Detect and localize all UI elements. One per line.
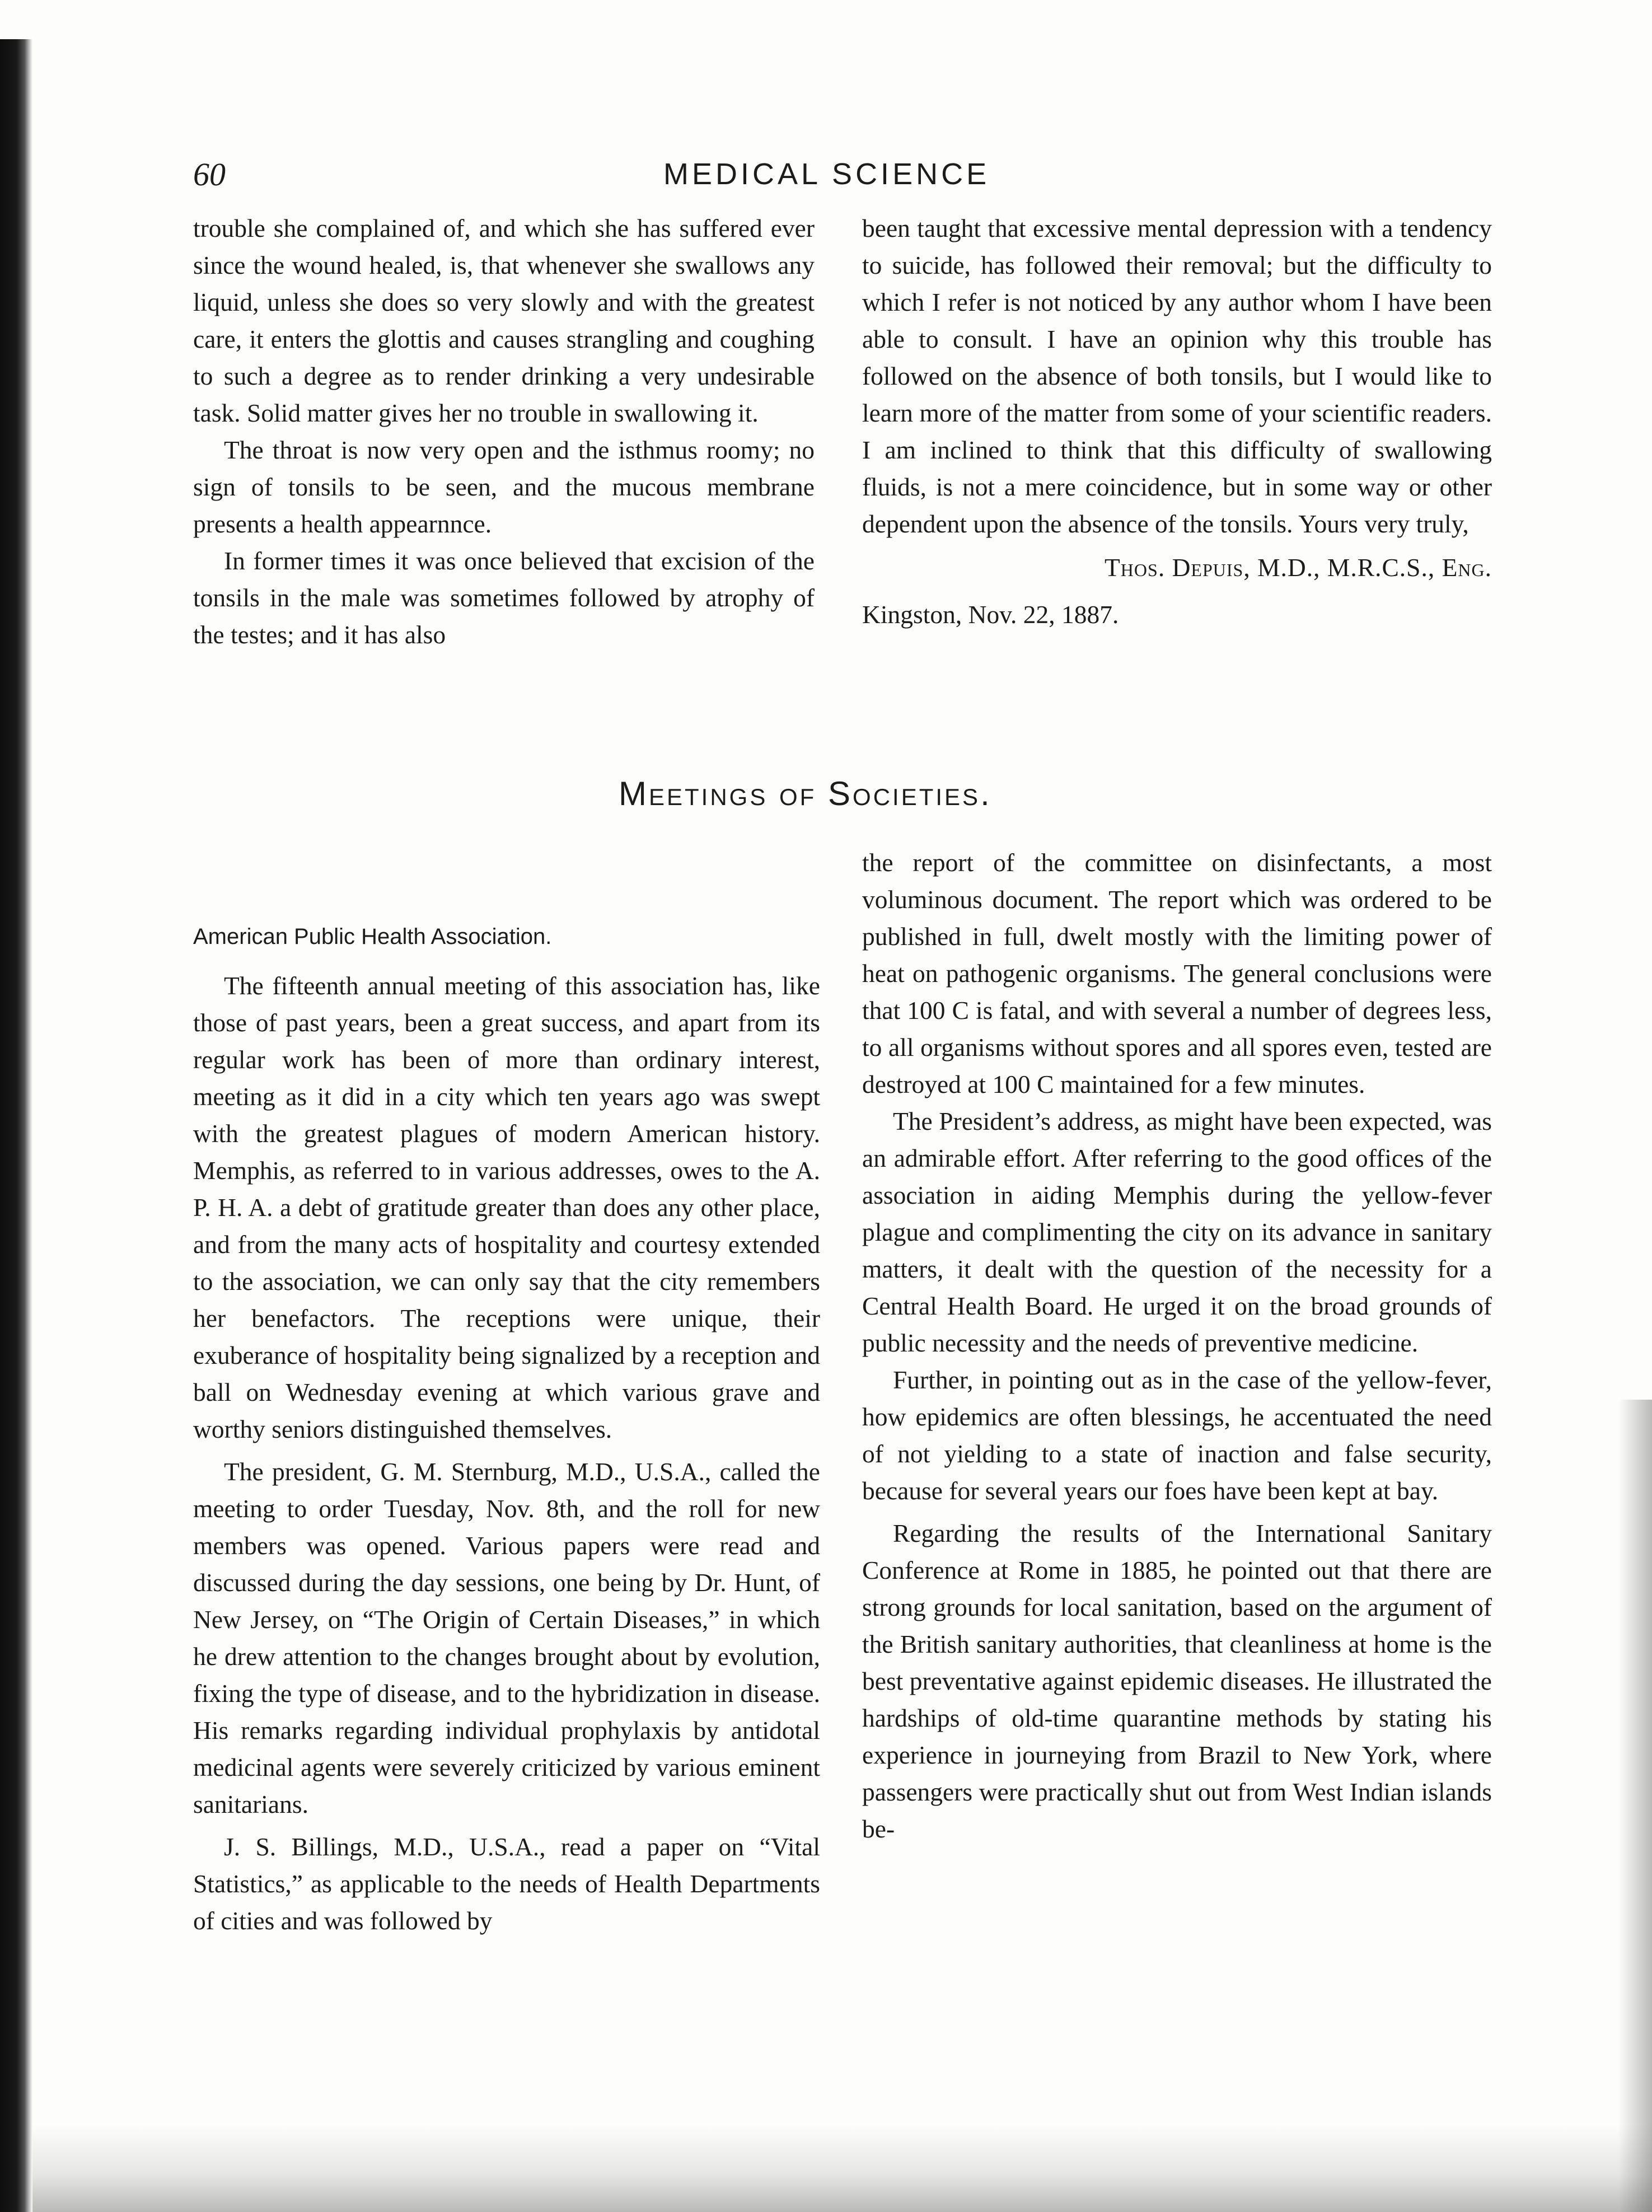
scan-right-shadow xyxy=(1618,1400,1652,2212)
article-paragraph: the report of the committee on disinfectants, a most voluminous document. The report which was ordered to be published in full, dwelt mostly with the limiting power of heat on pathogenic organisms. The general conclusions were that 100 C is fatal, and with several a number of degrees less, to all organisms without spores and all spores even, tested are destroyed at 100 C maintained for a few minutes. xyxy=(862,848,1492,1098)
article-right-column xyxy=(862,844,1492,1848)
article-paragraph: J. S. Billings, M.D., U.S.A., read a paper on “Vital Statistics,” as applicable to the needs of Health Departments of cities and was followed by xyxy=(193,1832,820,1935)
letter-dateline: Kingston, Nov. 22, 1887. xyxy=(862,600,1119,629)
letter-signature: Thos. Depuis, M.D., M.R.C.S., Eng. xyxy=(1105,553,1492,582)
section-title: Meetings of Societies. xyxy=(619,775,992,812)
article-paragraph: The President’s address, as might have been expected, was an admirable effort. After referring to the good offices of the association in aiding Memphis during the yellow-fever plague and complimenting the city on its advance in sanitary matters, it dealt with the question of the necessity for a Central Health Board. He urged it on the broad grounds of public necessity and the needs of preventive medicine. xyxy=(862,1107,1492,1357)
letter-paragraph: been taught that excessive mental depression with a tendency to suicide, has followed their removal; but the difficulty to which I refer is not noticed by any author whom I have been able to consult. I have an opinion why this trouble has followed on the absence of both tonsils, but I would like to learn more of the matter from some of your scientific readers. I am inclined to think that this difficulty of swallowing fluids, is not a mere coincidence, but in some way or other dependent upon the absence of the tonsils. Yours very truly, xyxy=(862,214,1492,538)
article-paragraph: The fifteenth annual meeting of this association has, like those of past years, been a great success, and apart from its regular work has been of more than ordinary interest, meeting as it did in a city which ten years ago was swept with the greatest plagues of modern American history. Memphis, as referred to in various addresses, owes to the A. P. H. A. a debt of gratitude greater than does any other place, and from the many acts of hospitality and courtesy extended to the association, we can only say that the city remembers her benefactors. The receptions were unique, their exuberance of hospitality being signalized by a reception and ball on Wednesday evening at which various grave and worthy seniors distinguished themselves. xyxy=(193,971,820,1443)
letter-left-column xyxy=(193,210,815,653)
article-left-column xyxy=(193,918,820,1939)
scan-binding-edge xyxy=(0,39,32,2212)
page-number: 60 xyxy=(193,156,226,193)
letter-paragraph: trouble she complained of, and which she has suffered ever since the wound healed, is, that whenever she swallows any liquid, unless she does so very slowly and with the greatest care, it enters the glottis and causes strangling and coughing to such a degree as to render drinking a very undesirable task. Solid matter gives her no trouble in swallowing it. xyxy=(193,214,815,427)
article-paragraph: Further, in pointing out as in the case of the yellow-fever, how epidemics are often blessings, he accentuated the need of not yielding to a state of inaction and false security, because for several years our foes have been kept at bay. xyxy=(862,1365,1492,1505)
article-subheading: American Public Health Association. xyxy=(193,924,552,949)
letter-paragraph: The throat is now very open and the isthmus roomy; no sign of tonsils to be seen, and the mucous membrane presents a health appearnnce. xyxy=(193,436,815,538)
article-paragraph: The president, G. M. Sternburg, M.D., U.S.A., called the meeting to order Tuesday, Nov. 8th, and the roll for new members was opened. Various papers were read and discussed during the day sessions, one being by Dr. Hunt, of New Jersey, on “The Origin of Certain Diseases,” in which he drew attention to the changes brought about by evolution, fixing the type of disease, and to the hybridization in disease. His remarks regarding individual prophylaxis by antidotal medicinal agents were severely criticized by various eminent sanitarians. xyxy=(193,1457,820,1818)
page-header xyxy=(193,151,1156,207)
running-title: MEDICAL SCIENCE xyxy=(663,157,990,191)
scan-bottom-shadow xyxy=(32,2125,1652,2212)
letter-right-column xyxy=(862,210,1492,633)
article-paragraph: Regarding the results of the International Sanitary Conference at Rome in 1885, he pointed out that there are strong grounds for local sanitation, based on the argument of the British sanitary authorities, that cleanliness at home is the best preventative against epidemic diseases. He illustrated the hardships of old-time quarantine methods by stating his experience in journeying from Brazil to New York, where passengers were practically shut out from West Indian islands be- xyxy=(862,1519,1492,1843)
letter-paragraph: In former times it was once believed that excision of the tonsils in the male was sometimes followed by atrophy of the testes; and it has also xyxy=(193,546,815,649)
